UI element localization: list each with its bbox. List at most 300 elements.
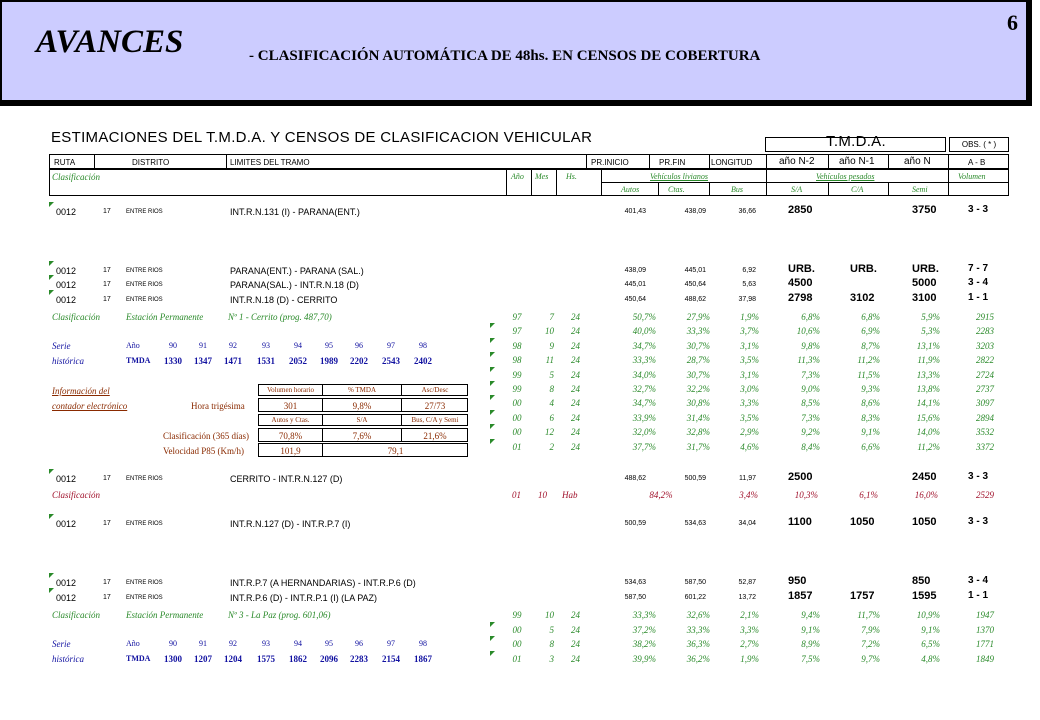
sub-clasificacion: Clasificación (52, 172, 100, 182)
cerrito-row-mes: 6 (549, 412, 554, 423)
cerrito-row-hs: 24 (571, 340, 580, 351)
road-pr-fin: 438,09 (684, 208, 706, 215)
cerrito-serie: Serie (52, 341, 71, 351)
lapaz-row-mes: 3 (549, 653, 554, 664)
cerrito-serie-tmda: 1989 (320, 356, 338, 366)
comment-marker (49, 290, 54, 295)
sub-hs: Hs. (566, 172, 577, 181)
lapaz-row-sa: 8,9% (801, 639, 820, 649)
sub-semi: Semi (912, 185, 928, 194)
road-ab: 3 - 3 (968, 204, 989, 215)
road-provincia: ENTRE RIOS (126, 580, 163, 586)
cerrito-row-hs: 24 (571, 326, 580, 337)
lapaz-row-volumen: 1849 (976, 653, 994, 664)
cerrito-row-ca: 6,6% (861, 441, 880, 452)
sub-ctas: Ctas. (668, 185, 685, 194)
lapaz-station: Estación Permanente (126, 610, 204, 620)
road-tmda-n: 5000 (912, 277, 937, 289)
lapaz-serie-tmda: 1204 (224, 654, 242, 664)
lapaz-serie-year: 93 (262, 639, 270, 648)
comment-marker (490, 410, 495, 415)
road-ruta: 0012 (56, 578, 77, 588)
cerrito-row-autos: 34,0% (632, 369, 656, 380)
cerrito-row-semi: 13,8% (916, 384, 940, 394)
road-tramo: INT.R.P.7 (A HERNANDARIAS) - INT.R.P.6 (D) (230, 578, 416, 588)
hora-pct: 9,8% (352, 401, 372, 411)
page-number: 6 (1007, 10, 1018, 35)
header-subtitle: - CLASIFICACIÓN AUTOMÁTICA DE 48hs. EN CENSOS DE COBERTURA (249, 48, 761, 64)
comment-marker (490, 338, 495, 343)
cerrito-serie-year: 97 (387, 341, 395, 350)
road-pr-fin: 500,59 (684, 475, 706, 482)
comment-marker (49, 588, 54, 593)
lapaz-serie-year: 95 (325, 639, 333, 648)
road-longitud: 5,63 (742, 281, 756, 288)
hdr-ruta: RUTA (54, 158, 76, 167)
hdr-limites: LIMITES DEL TRAMO (230, 158, 310, 167)
cerrito-row-ctas: 27,9% (686, 312, 710, 322)
lapaz-row-sa: 7,5% (801, 653, 820, 664)
comment-marker (490, 367, 495, 372)
velocidad-label: Velocidad P85 (Km/h) (163, 446, 244, 456)
lapaz-row-ctas: 32,6% (686, 610, 710, 620)
cerrito-row-autos: 32,7% (632, 384, 656, 394)
hora-trigesima-label: Hora trigésima (191, 401, 245, 411)
road-tramo: INT.R.P.6 (D) - INT.R.P.1 (I) (LA PAZ) (230, 593, 378, 603)
lapaz-serie-tmda: 1867 (414, 654, 432, 664)
cerrito-row-sa: 7,3% (801, 369, 820, 380)
cerrito-row-ca: 8,3% (861, 412, 880, 423)
info-label-2: contador electrónico (52, 401, 128, 411)
road-tmda-n: 1050 (912, 516, 937, 528)
lapaz-row-semi: 9,1% (921, 624, 940, 635)
lapaz-row-ctas: 36,2% (686, 653, 710, 664)
cerrito-row-mes: 4 (549, 398, 554, 409)
road-ab: 3 - 4 (968, 277, 989, 288)
comment-marker (49, 202, 54, 207)
cerrito-row-hs: 24 (571, 441, 580, 452)
cerrito-row-sa: 7,3% (801, 412, 820, 423)
cerrito-row-bus: 1,9% (740, 312, 759, 322)
road-tmda-n: 850 (912, 575, 931, 587)
road-pr-inicio: 450,64 (624, 296, 646, 303)
cerrito-row-ctas: 31,4% (686, 412, 710, 423)
road-tmda-n2: 4500 (788, 277, 813, 289)
cerrito-serie-tmda: 2402 (414, 356, 432, 366)
cerrito-row-volumen: 2915 (976, 312, 994, 322)
cerrito-anio-label: Año (126, 341, 140, 350)
lapaz-row-mes: 8 (549, 639, 554, 649)
cerrito-row-sa: 10,6% (796, 326, 820, 337)
road-distrito: 17 (103, 520, 111, 527)
cerrito-row-autos: 50,7% (632, 312, 656, 322)
cerrito-tmda-label: TMDA (126, 356, 151, 365)
cerrito-row-bus: 3,7% (740, 326, 759, 337)
cerrito-row-anio: 00 (512, 412, 522, 423)
hdr-distrito: DISTRITO (132, 158, 170, 167)
hab-clasif-label: Clasificación (52, 490, 100, 500)
cerrito-row-ctas: 32,2% (686, 384, 710, 394)
counter-pct-tmda: % TMDA (347, 386, 377, 394)
cerrito-row-sa: 9,8% (801, 340, 820, 351)
cerrito-serie-tmda: 1531 (257, 356, 275, 366)
clasif-sa: S/A (356, 416, 368, 424)
road-ab: 3 - 3 (968, 471, 989, 482)
road-pr-inicio: 534,63 (624, 579, 646, 586)
cerrito-row-mes: 7 (549, 312, 554, 322)
cerrito-serie-tmda: 2543 (382, 356, 400, 366)
road-tramo: INT.R.N.127 (D) - INT.R.P.7 (I) (230, 519, 351, 529)
cerrito-row-hs: 24 (571, 427, 580, 438)
cerrito-row-anio: 99 (512, 384, 522, 394)
cerrito-row-volumen: 2822 (976, 355, 994, 366)
clasif-v3: 21,6% (423, 431, 447, 441)
road-tmda-n1: URB. (850, 263, 877, 275)
lapaz-row-anio: 99 (512, 610, 522, 620)
cerrito-row-sa: 8,5% (801, 398, 820, 409)
road-pr-inicio: 445,01 (624, 281, 646, 288)
cerrito-row-sa: 9,2% (801, 427, 820, 438)
lapaz-serie-year: 98 (419, 639, 427, 648)
road-tmda-n: 3750 (912, 204, 937, 216)
lapaz-row-mes: 10 (545, 610, 554, 620)
road-ab: 3 - 3 (968, 516, 989, 527)
cerrito-row-bus: 3,5% (740, 412, 759, 423)
lapaz-serie-year: 97 (387, 639, 395, 648)
lapaz-row-semi: 6,5% (921, 639, 940, 649)
cerrito-row-hs: 24 (571, 312, 580, 322)
cerrito-row-ctas: 30,7% (686, 369, 710, 380)
cerrito-row-semi: 13,3% (916, 369, 940, 380)
road-ruta: 0012 (56, 593, 77, 603)
tmda-title-box (765, 133, 946, 152)
cerrito-row-ca: 9,3% (861, 384, 880, 394)
lapaz-row-mes: 5 (549, 624, 554, 635)
sub-mes: Mes (535, 172, 549, 181)
cerrito-row-anio: 99 (512, 369, 522, 380)
cerrito-row-anio: 97 (512, 312, 522, 322)
hab-mes: 10 (538, 490, 547, 500)
cerrito-row-sa: 8,4% (801, 441, 820, 452)
road-pr-inicio: 500,59 (624, 520, 646, 527)
cerrito-row-bus: 2,9% (740, 427, 759, 438)
hdr-pr-inicio: PR.INICIO (591, 158, 629, 167)
clasif-bus-ca-semi: Bus, C/A y Semi (411, 416, 459, 424)
lapaz-row-sa: 9,1% (801, 624, 820, 635)
tmda-title: T.M.D.A. (826, 133, 886, 150)
cerrito-row-ca: 6,8% (861, 312, 880, 322)
cerrito-row-ctas: 30,7% (686, 340, 710, 351)
road-ruta: 0012 (56, 474, 77, 484)
sub-pesados: Vehículos pesados (816, 172, 875, 181)
lapaz-serie-tmda: 2096 (320, 654, 338, 664)
lapaz-row-volumen: 1370 (976, 624, 994, 635)
road-provincia: ENTRE RIOS (126, 268, 163, 274)
road-ruta: 0012 (56, 295, 77, 305)
road-longitud: 52,87 (738, 579, 756, 586)
lapaz-row-volumen: 1771 (976, 639, 994, 649)
cerrito-serie-tmda: 1471 (224, 356, 242, 366)
sub-ca: C/A (851, 185, 864, 194)
hdr-anio-n: año N (904, 156, 931, 167)
comment-marker (490, 439, 495, 444)
sub-volumen: Volumen (958, 172, 986, 181)
lapaz-serie-tmda: 1862 (289, 654, 307, 664)
cerrito-row-hs: 24 (571, 412, 580, 423)
cerrito-row-ca: 11,2% (857, 355, 880, 366)
cerrito-serie-year: 95 (325, 341, 333, 350)
cerrito-row-hs: 24 (571, 398, 580, 409)
road-longitud: 13,72 (738, 594, 756, 601)
road-ab: 3 - 4 (968, 575, 989, 586)
cerrito-row-mes: 11 (545, 355, 554, 366)
cerrito-serie-year: 92 (229, 341, 237, 350)
road-provincia: ENTRE RIOS (126, 282, 163, 288)
cerrito-serie-tmda: 2052 (289, 356, 307, 366)
road-tmda-n1: 1050 (850, 516, 875, 528)
comment-marker (490, 381, 495, 386)
road-ruta: 0012 (56, 266, 77, 276)
lapaz-row-autos: 37,2% (632, 624, 656, 635)
road-tramo: INT.R.N.131 (I) - PARANA(ENT.) (230, 207, 360, 217)
header-title: AVANCES (36, 24, 184, 60)
cerrito-row-mes: 9 (549, 340, 554, 351)
cerrito-clasif-label: Clasificación (52, 312, 100, 322)
cerrito-row-ctas: 28,7% (686, 355, 710, 366)
cerrito-row-sa: 11,3% (797, 355, 820, 366)
lapaz-row-anio: 01 (512, 653, 522, 664)
cerrito-row-semi: 5,9% (921, 312, 940, 322)
hdr-longitud: LONGITUD (711, 158, 753, 167)
road-pr-inicio: 587,50 (624, 594, 646, 601)
road-distrito: 17 (103, 281, 111, 288)
lapaz-serie-tmda: 2154 (382, 654, 400, 664)
lapaz-serie-year: 90 (169, 639, 177, 648)
lapaz-serie-year: 91 (199, 639, 207, 648)
counter-vol-horario: Volumen horario (266, 386, 315, 394)
road-tmda-n2: 1100 (788, 516, 812, 528)
road-tramo: PARANA(ENT.) - PARANA (SAL.) (230, 266, 364, 276)
road-pr-fin: 587,50 (684, 579, 706, 586)
road-ruta: 0012 (56, 519, 77, 529)
road-pr-inicio: 401,43 (624, 208, 646, 215)
hab-vol: 2529 (976, 490, 994, 500)
road-longitud: 6,92 (742, 267, 756, 274)
road-distrito: 17 (103, 594, 111, 601)
road-pr-fin: 488,62 (684, 296, 706, 303)
comment-marker (490, 395, 495, 400)
cerrito-row-semi: 15,6% (916, 412, 940, 423)
cerrito-row-bus: 3,1% (740, 369, 759, 380)
hab-bus: 3,4% (739, 490, 758, 500)
cerrito-row-semi: 14,0% (916, 427, 940, 438)
cerrito-row-volumen: 3372 (976, 441, 994, 452)
cerrito-row-bus: 3,5% (740, 355, 759, 366)
road-provincia: ENTRE RIOS (126, 209, 163, 215)
lapaz-row-ca: 7,2% (861, 639, 880, 649)
spreadsheet (46, 128, 1036, 688)
road-distrito: 17 (103, 267, 111, 274)
road-tramo: INT.R.N.18 (D) - CERRITO (230, 295, 338, 305)
lapaz-serie: Serie (52, 639, 71, 649)
lapaz-row-anio: 00 (512, 624, 522, 635)
cerrito-row-autos: 37,7% (632, 441, 656, 452)
cerrito-serie-tmda: 1330 (164, 356, 182, 366)
lapaz-row-sa: 9,4% (801, 610, 820, 620)
clasif-v2: 7,6% (352, 431, 372, 441)
comment-marker (490, 622, 495, 627)
road-tmda-n2: 2500 (788, 471, 813, 483)
cerrito-serie-tmda: 2202 (350, 356, 368, 366)
comment-marker (49, 275, 54, 280)
cerrito-row-semi: 13,1% (916, 340, 940, 351)
lapaz-serie-tmda: 2283 (350, 654, 368, 664)
cerrito-row-bus: 3,3% (740, 398, 759, 409)
velocidad-v2: 79,1 (387, 446, 404, 456)
road-provincia: ENTRE RIOS (126, 297, 163, 303)
hab-livianos: 84,2% (649, 490, 673, 500)
cerrito-historica: histórica (52, 356, 85, 366)
road-distrito: 17 (103, 208, 111, 215)
road-longitud: 34,04 (738, 520, 756, 527)
cerrito-row-anio: 01 (512, 441, 522, 452)
lapaz-row-hs: 24 (571, 610, 580, 620)
road-pr-fin: 445,01 (684, 267, 706, 274)
sheet-title: ESTIMACIONES DEL T.M.D.A. Y CENSOS DE CLASIFICACION VEHICULAR (51, 129, 593, 146)
obs-title-box (949, 137, 1009, 152)
hab-semi: 16,0% (914, 490, 938, 500)
cerrito-row-ca: 6,9% (861, 326, 880, 337)
cerrito-serie-year: 91 (199, 341, 207, 350)
obs-title: OBS. ( * ) (961, 140, 997, 149)
cerrito-row-bus: 4,6% (740, 441, 759, 452)
hdr-anio-n1: año N-1 (839, 156, 875, 167)
road-longitud: 11,97 (739, 475, 756, 482)
lapaz-row-ctas: 36,3% (686, 639, 710, 649)
lapaz-row-autos: 38,2% (632, 639, 656, 649)
sub-anio: Año (511, 172, 524, 181)
cerrito-row-mes: 12 (545, 427, 554, 438)
cerrito-row-autos: 34,7% (632, 340, 656, 351)
cerrito-row-autos: 40,0% (632, 326, 656, 337)
clasif-autos-ctas: Autos y Ctas. (271, 416, 310, 424)
cerrito-row-semi: 5,3% (921, 326, 940, 337)
lapaz-serie-year: 96 (355, 639, 363, 648)
comment-marker (49, 261, 54, 266)
road-longitud: 37,98 (738, 296, 756, 303)
lapaz-row-anio: 00 (512, 639, 522, 649)
lapaz-row-ca: 9,7% (861, 653, 880, 664)
clasif-v1: 70,8% (278, 431, 303, 441)
cerrito-row-semi: 14,1% (916, 398, 940, 409)
lapaz-row-hs: 24 (571, 624, 580, 635)
lapaz-row-volumen: 1947 (976, 610, 994, 620)
road-pr-fin: 534,63 (684, 520, 706, 527)
road-tmda-n2: 950 (788, 575, 807, 587)
cerrito-row-mes: 10 (545, 326, 554, 337)
cerrito-row-volumen: 2724 (976, 369, 994, 380)
cerrito-row-ctas: 33,3% (686, 326, 710, 337)
sub-sa: S/A (791, 185, 803, 194)
lapaz-station-detail: Nº 3 - La Paz (prog. 601,06) (228, 610, 331, 620)
cerrito-row-autos: 33,9% (632, 412, 656, 423)
road-tmda-n1: 1757 (850, 590, 875, 602)
road-ab: 1 - 1 (968, 590, 989, 601)
road-pr-inicio: 488,62 (624, 475, 646, 482)
cerrito-row-volumen: 2737 (976, 384, 994, 394)
comment-marker (49, 573, 54, 578)
hdr-pr-fin: PR.FIN (659, 158, 686, 167)
cerrito-row-volumen: 2894 (976, 412, 994, 423)
cerrito-row-mes: 2 (549, 441, 554, 452)
cerrito-serie-year: 94 (294, 341, 302, 350)
comment-marker (49, 514, 54, 519)
road-ruta: 0012 (56, 280, 77, 290)
road-tmda-n: 2450 (912, 471, 937, 483)
road-longitud: 36,66 (738, 208, 756, 215)
road-tmda-n: URB. (912, 263, 939, 275)
comment-marker (490, 352, 495, 357)
cerrito-row-bus: 3,0% (740, 384, 759, 394)
cerrito-row-sa: 9,0% (801, 384, 820, 394)
cerrito-row-mes: 5 (549, 369, 554, 380)
info-label-1: Información del (52, 386, 110, 396)
sub-autos: Autos (621, 185, 640, 194)
road-tmda-n2: 2798 (788, 292, 813, 304)
cerrito-row-autos: 33,3% (632, 355, 656, 366)
cerrito-row-ctas: 32,8% (686, 427, 710, 438)
lapaz-row-hs: 24 (571, 653, 580, 664)
hab-anio: 01 (512, 490, 521, 500)
road-pr-fin: 450,64 (684, 281, 706, 288)
road-distrito: 17 (103, 296, 111, 303)
cerrito-row-anio: 98 (512, 340, 522, 351)
comment-marker (490, 636, 495, 641)
lapaz-row-bus: 1,9% (740, 653, 759, 664)
lapaz-row-bus: 2,1% (740, 610, 759, 620)
cerrito-row-volumen: 3203 (976, 340, 994, 351)
hab-sa: 10,3% (794, 490, 818, 500)
cerrito-row-hs: 24 (571, 369, 580, 380)
cerrito-row-anio: 00 (512, 427, 522, 438)
header-banner (0, 0, 1032, 106)
cerrito-row-ctas: 30,8% (686, 398, 710, 409)
lapaz-row-semi: 4,8% (921, 653, 940, 664)
cerrito-row-anio: 98 (512, 355, 522, 366)
road-tmda-n2: 1857 (788, 590, 813, 602)
counter-asc-desc: Asc/Desc (421, 386, 449, 394)
comment-marker (490, 651, 495, 656)
road-pr-fin: 601,22 (684, 594, 706, 601)
cerrito-row-autos: 34,7% (632, 398, 656, 409)
road-pr-inicio: 438,09 (624, 267, 646, 274)
cerrito-row-ca: 11,5% (857, 369, 880, 380)
road-tramo: PARANA(SAL.) - INT.R.N.18 (D) (230, 280, 359, 290)
cerrito-row-semi: 11,9% (917, 355, 940, 366)
cerrito-row-ca: 8,7% (861, 340, 880, 351)
road-ruta: 0012 (56, 207, 77, 217)
lapaz-serie-tmda: 1300 (164, 654, 182, 664)
sub-bus: Bus (731, 185, 743, 194)
cerrito-serie-year: 90 (169, 341, 177, 350)
cerrito-serie-year: 96 (355, 341, 363, 350)
cerrito-station-detail: Nº 1 - Cerrito (prog. 487,70) (228, 312, 332, 322)
road-ab: 7 - 7 (968, 263, 989, 274)
road-tmda-n1: 3102 (850, 292, 875, 304)
lapaz-row-ctas: 33,3% (686, 624, 710, 635)
cerrito-row-anio: 00 (512, 398, 522, 409)
hab-hs: Hab (562, 490, 578, 500)
